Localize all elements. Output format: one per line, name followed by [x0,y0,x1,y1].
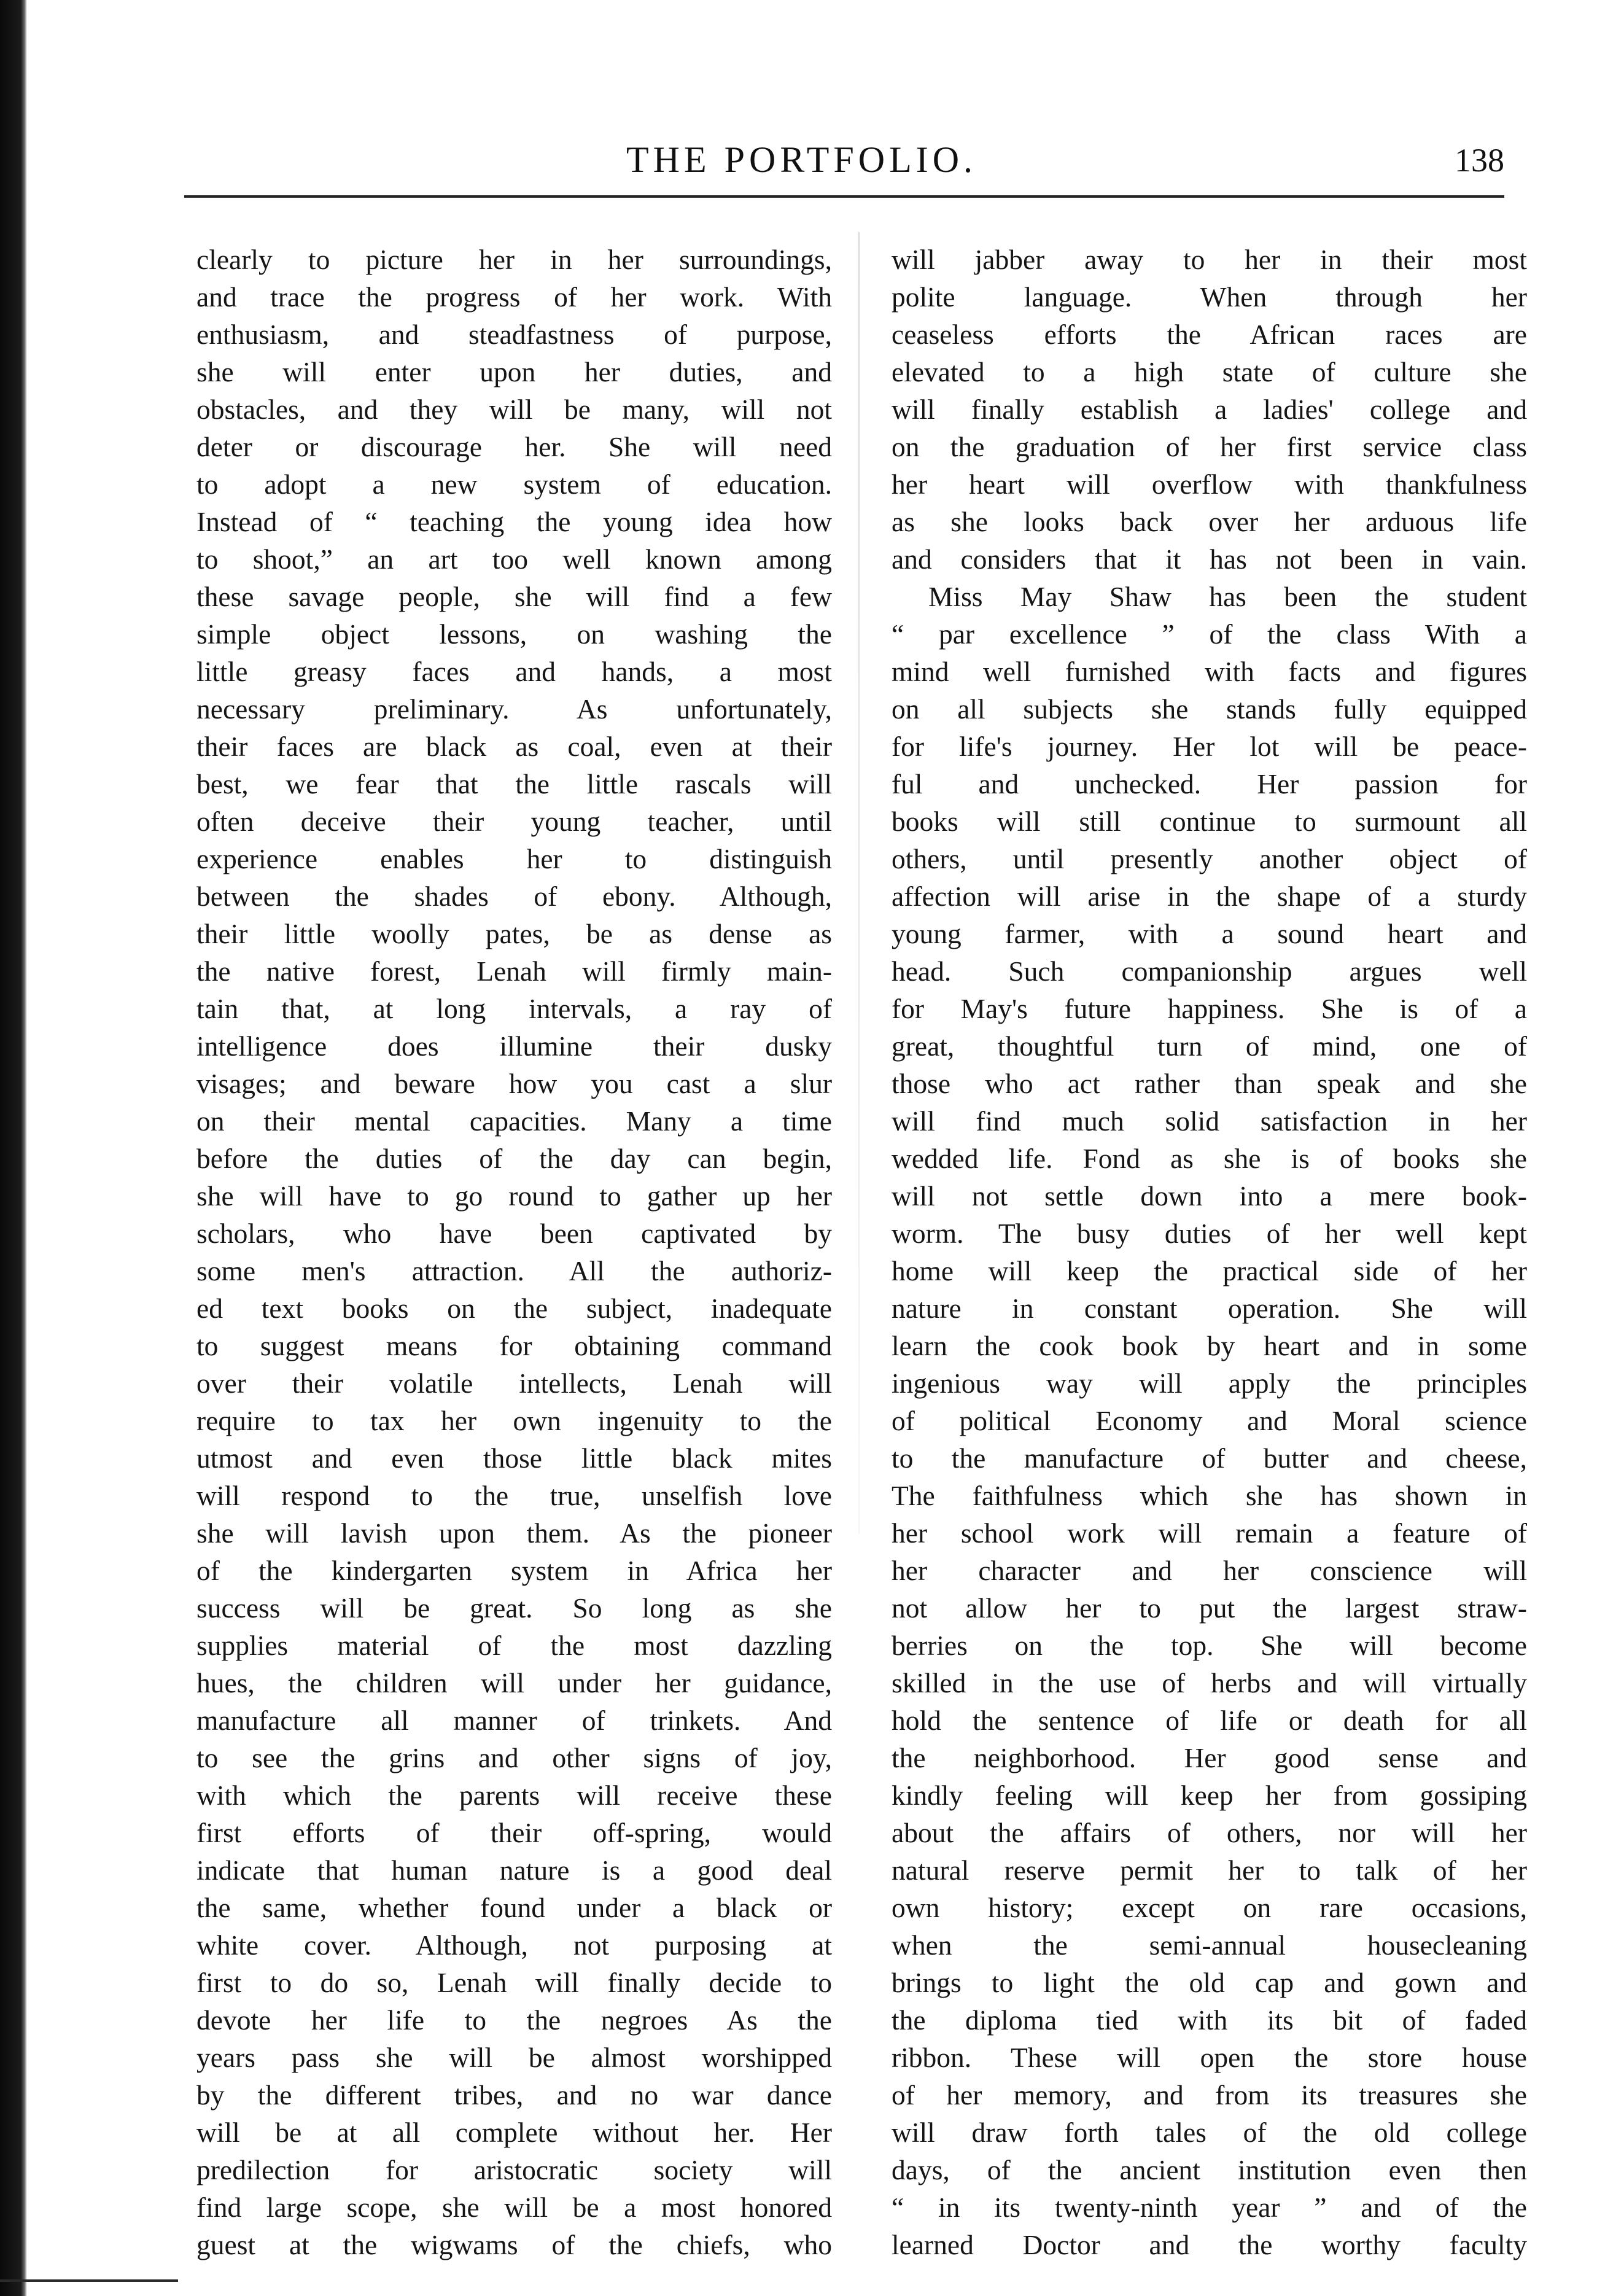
text-line: Miss May Shaw has been the student [928,581,1527,612]
text-line: will respond to the true, unselfish love [196,1480,832,1511]
text-line: will draw forth tales of the old college [892,2117,1527,2148]
text-line: others, until presently another object of [892,843,1527,874]
text-line: worm. The busy duties of her well kept [892,1218,1527,1249]
text-line: learn the cook book by heart and in some [892,1330,1527,1361]
text-line: over their volatile intellects, Lenah will [196,1368,832,1399]
text-line: to the manufacture of butter and cheese, [892,1442,1527,1474]
text-line: necessary preliminary. As unfortunately, [196,693,832,725]
text-line: white cover. Although, not purposing at [196,1929,832,1961]
text-line: to suggest means for obtaining command [196,1330,832,1361]
text-line: for May's future happiness. She is of a [892,993,1527,1024]
running-header [614,129,1504,190]
bottom-rule [0,2279,178,2282]
text-line: kindly feeling will keep her from gossiping [892,1780,1527,1811]
text-line: find large scope, she will be a most honored [196,2192,832,2223]
text-line: first to do so, Lenah will finally decide to [196,1967,832,1998]
column-separator [858,232,860,1534]
text-line: those who act rather than speak and she [892,1068,1527,1099]
text-line: these savage people, she will find a few [196,581,832,612]
text-line: will finally establish a ladies' college and [892,394,1527,425]
text-line: years pass she will be almost worshipped [196,2042,832,2073]
binding-edge [0,0,27,2296]
text-line: will be at all complete without her. Her [196,2117,832,2148]
text-line: learned Doctor and the worthy faculty [892,2229,1527,2260]
text-line: intelligence does illumine their dusky [196,1030,832,1062]
text-line: their faces are black as coal, even at their [196,731,832,762]
text-line: skilled in the use of herbs and will virtually [892,1667,1527,1699]
text-line: the diploma tied with its bit of faded [892,2004,1527,2036]
text-line: books will still continue to surmount all [892,806,1527,837]
page-number: 138 [1455,142,1504,179]
text-line: by the different tribes, and no war dance [196,2079,832,2111]
text-line: little greasy faces and hands, a most [196,656,832,687]
text-line: she will enter upon her duties, and [196,356,832,387]
text-line: on all subjects she stands fully equipped [892,693,1527,725]
text-line: experience enables her to distinguish [196,843,832,874]
text-line: simple object lessons, on washing the [196,618,832,650]
text-line: best, we fear that the little rascals will [196,768,832,800]
text-line: tain that, at long intervals, a ray of [196,993,832,1024]
text-line: brings to light the old cap and gown and [892,1967,1527,1998]
text-line: she will lavish upon them. As the pioneer [196,1517,832,1549]
text-line: before the duties of the day can begin, [196,1143,832,1174]
text-line: will find much solid satisfaction in her [892,1105,1527,1137]
text-line: she will have to go round to gather up her [196,1180,832,1212]
text-line: their little woolly pates, be as dense as [196,918,832,949]
running-title: THE PORTFOLIO. [626,139,977,180]
text-line: great, thoughtful turn of mind, one of [892,1030,1527,1062]
text-line: ceaseless efforts the African races are [892,319,1527,350]
right-column [892,241,1527,2263]
text-line: her heart will overflow with thankfulness [892,469,1527,500]
text-line: and considers that it has not been in vain. [892,543,1527,575]
text-line: own history; except on rare occasions, [892,1892,1527,1923]
text-line: ful and unchecked. Her passion for [892,768,1527,800]
text-line: nature in constant operation. She will [892,1293,1527,1324]
text-line: supplies material of the most dazzling [196,1630,832,1661]
text-line: as she looks back over her arduous life [892,506,1527,537]
text-line: elevated to a high state of culture she [892,356,1527,387]
text-line: berries on the top. She will become [892,1630,1527,1661]
text-line: obstacles, and they will be many, will not [196,394,832,425]
text-line: will jabber away to her in their most [892,244,1527,275]
text-line: some men's attraction. All the authoriz- [196,1255,832,1286]
text-line: and trace the progress of her work. With [196,281,832,313]
text-line: not allow her to put the largest straw- [892,1592,1527,1624]
text-line: days, of the ancient institution even then [892,2154,1527,2185]
text-line: the native forest, Lenah will firmly main- [196,955,832,987]
text-line: clearly to picture her in her surroundings, [196,244,832,275]
text-line: success will be great. So long as she [196,1592,832,1624]
text-line: will not settle down into a mere book- [892,1180,1527,1212]
text-line: young farmer, with a sound heart and [892,918,1527,949]
text-line: her school work will remain a feature of [892,1517,1527,1549]
text-line: on their mental capacities. Many a time [196,1105,832,1137]
text-line: home will keep the practical side of her [892,1255,1527,1286]
text-line: with which the parents will receive these [196,1780,832,1811]
text-line: ribbon. These will open the store house [892,2042,1527,2073]
text-line: of her memory, and from its treasures she [892,2079,1527,2111]
text-line: visages; and beware how you cast a slur [196,1068,832,1099]
text-line: manufacture all manner of trinkets. And [196,1705,832,1736]
text-line: polite language. When through her [892,281,1527,313]
text-line: about the affairs of others, nor will her [892,1817,1527,1848]
text-line: for life's journey. Her lot will be peace- [892,731,1527,762]
text-line: natural reserve permit her to talk of her [892,1854,1527,1886]
text-line: of political Economy and Moral science [892,1405,1527,1436]
text-line: hues, the children will under her guidance, [196,1667,832,1699]
text-line: “ in its twenty-ninth year ” and of the [892,2192,1527,2223]
text-line: on the graduation of her first service class [892,431,1527,462]
text-line: indicate that human nature is a good deal [196,1854,832,1886]
text-line: deter or discourage her. She will need [196,431,832,462]
text-line: require to tax her own ingenuity to the [196,1405,832,1436]
text-line: first efforts of their off-spring, would [196,1817,832,1848]
text-line: to see the grins and other signs of joy, [196,1742,832,1773]
text-line: wedded life. Fond as she is of books she [892,1143,1527,1174]
text-line: enthusiasm, and steadfastness of purpose, [196,319,832,350]
text-line: to shoot,” an art too well known among [196,543,832,575]
text-line: “ par excellence ” of the class With a [892,618,1527,650]
text-line: ed text books on the subject, inadequate [196,1293,832,1324]
text-line: of the kindergarten system in Africa her [196,1555,832,1586]
text-line: hold the sentence of life or death for all [892,1705,1527,1736]
text-line: often deceive their young teacher, until [196,806,832,837]
text-line: Instead of “ teaching the young idea how [196,506,832,537]
text-line: the same, whether found under a black or [196,1892,832,1923]
text-line: ingenious way will apply the principles [892,1368,1527,1399]
text-line: scholars, who have been captivated by [196,1218,832,1249]
text-line: predilection for aristocratic society will [196,2154,832,2185]
text-line: to adopt a new system of education. [196,469,832,500]
text-line: mind well furnished with facts and figures [892,656,1527,687]
text-line: utmost and even those little black mites [196,1442,832,1474]
text-line: devote her life to the negroes As the [196,2004,832,2036]
text-line: when the semi-annual housecleaning [892,1929,1527,1961]
text-line: her character and her conscience will [892,1555,1527,1586]
left-column [196,241,832,2263]
header-rule [184,195,1504,198]
text-line: affection will arise in the shape of a sturdy [892,881,1527,912]
text-line: guest at the wigwams of the chiefs, who [196,2229,832,2260]
text-line: head. Such companionship argues well [892,955,1527,987]
text-line: between the shades of ebony. Although, [196,881,832,912]
text-line: The faithfulness which she has shown in [892,1480,1527,1511]
text-line: the neighborhood. Her good sense and [892,1742,1527,1773]
